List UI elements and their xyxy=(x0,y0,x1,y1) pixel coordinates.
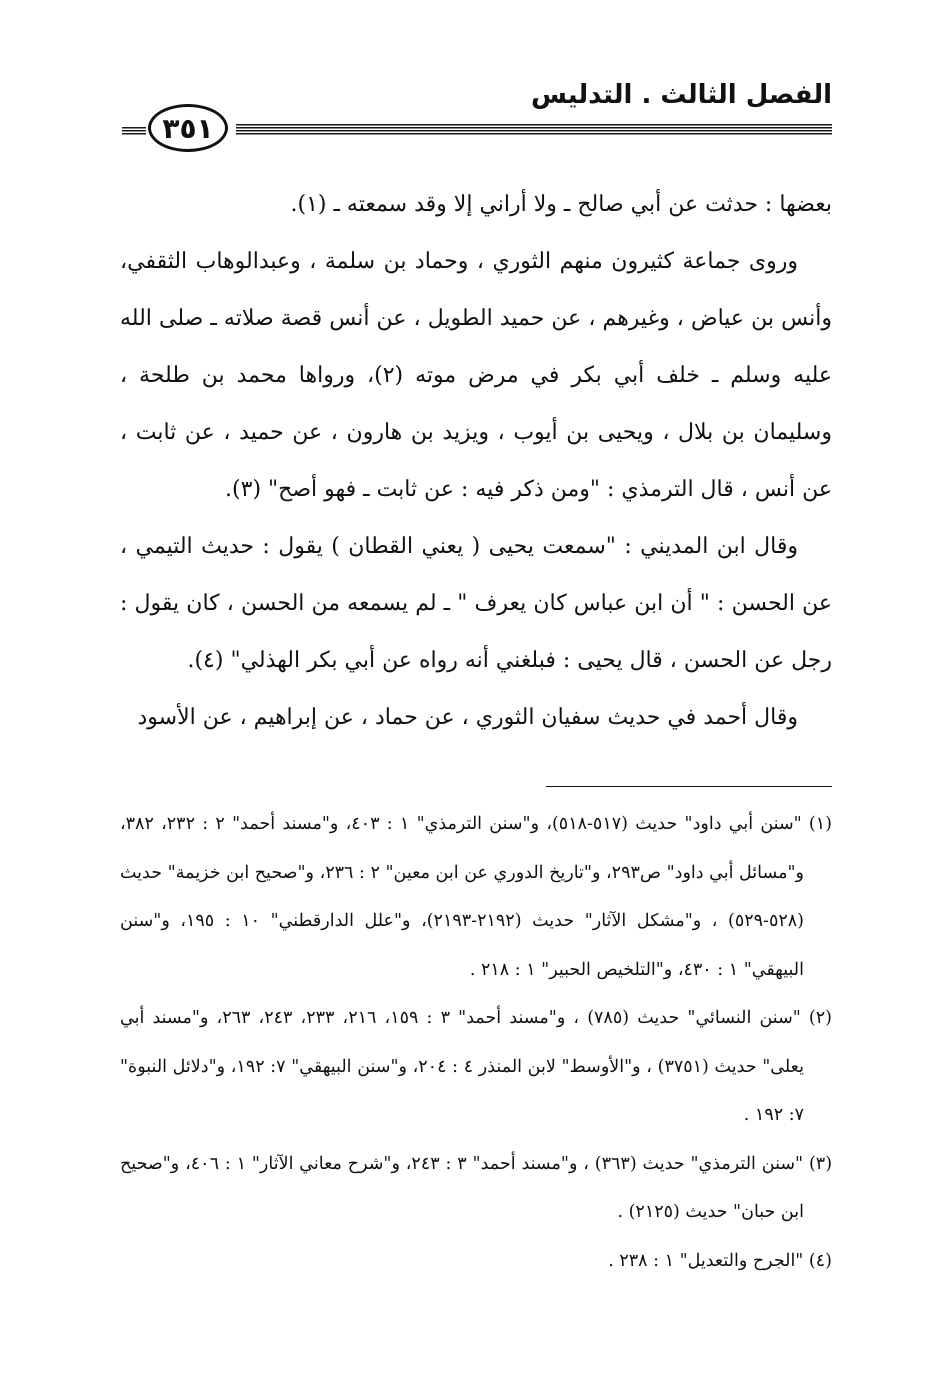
paragraph-2: وروى جماعة كثيرون منهم الثوري ، وحماد بن سلمة ، وعبدالوهاب الثقفي، وأنس بن عياض ، وغيرهم ، عن حميد الطويل ، عن أنس قصة صلاته ـ صلى الله عليه وسلم ـ خلف أبي بكر في مرض موته (٢)، ورواها محمد بن طلحة ، وسليمان بن بلال ، ويحيى بن أيوب ، ويزيد بن هارون ، عن حميد ، عن ثابت ، عن أنس ، قال الترمذي : "ومن ذكر فيه : عن ثابت ـ فهو أصح" (٣). xyxy=(120,249,832,502)
paragraph-3: وقال ابن المديني : "سمعت يحيى ( يعني القطان ) يقول : حديث التيمي ، عن الحسن : " أن ابن عباس كان يعرف " ـ لم يسمعه من الحسن ، كان يقول : رجل عن الحسن ، قال يحيى : فبلغني أنه رواه عن أبي بكر الهذلي" (٤). xyxy=(120,534,832,673)
page-number: ٣٥١ xyxy=(148,104,228,152)
footnote-2: (٢) "سنن النسائي" حديث (٧٨٥) ، و"مسند أحمد" ٣ : ١٥٩، ٢١٦، ٢٣٣، ٢٤٣، ٢٦٣، و"مسند أبي يعلى" حديث (٣٧٥١) ، و"الأوسط" لابن المنذر ٤ : ٢٠٤، و"سنن البيهقي" ٧: ١٩٢، و"دلائل النبوة" ٧: ١٩٢ . xyxy=(120,1008,832,1125)
header-rule xyxy=(236,124,832,136)
running-title: الفصل الثالث . التدليس xyxy=(530,80,832,110)
footnote-1: (١) "سنن أبي داود" حديث (٥١٧-٥١٨)، و"سنن الترمذي" ١ : ٤٠٣، و"مسند أحمد" ٢ : ٢٣٢، ٣٨٢، و"مسائل أبي داود" ص٢٩٣، و"تاريخ الدوري عن ابن معين" ٢ : ٢٣٦، و"صحيح ابن خزيمة" حديث (٥٢٨-٥٢٩) ، و"مشكل الآثار" حديث (٢١٩٢-٢١٩٣)، و"علل الدارقطني" ١٠ : ١٩٥، و"سنن البيهقي" ١ : ٤٣٠، و"التلخيص الحبير" ١ : ٢١٨ . xyxy=(120,814,832,980)
footnote-4: (٤) "الجرح والتعديل" ١ : ٢٣٨ . xyxy=(608,1250,832,1271)
paragraph-4: وقال أحمد في حديث سفيان الثوري ، عن حماد ، عن إبراهيم ، عن الأسود xyxy=(137,705,798,730)
footnotes xyxy=(120,800,832,1285)
footnote-separator xyxy=(546,786,832,787)
footnote-3: (٣) "سنن الترمذي" حديث (٣٦٣) ، و"مسند أحمد" ٣ : ٢٤٣، و"شرح معاني الآثار" ١ : ٤٠٦، و"صحيح ابن حبان" حديث (٢١٢٥) . xyxy=(120,1153,833,1222)
paragraph-1: بعضها : حدثت عن أبي صالح ـ ولا أراني إلا وقد سمعته ـ (١). xyxy=(290,192,832,217)
header-rule-left xyxy=(122,127,146,135)
main-text xyxy=(120,176,832,746)
